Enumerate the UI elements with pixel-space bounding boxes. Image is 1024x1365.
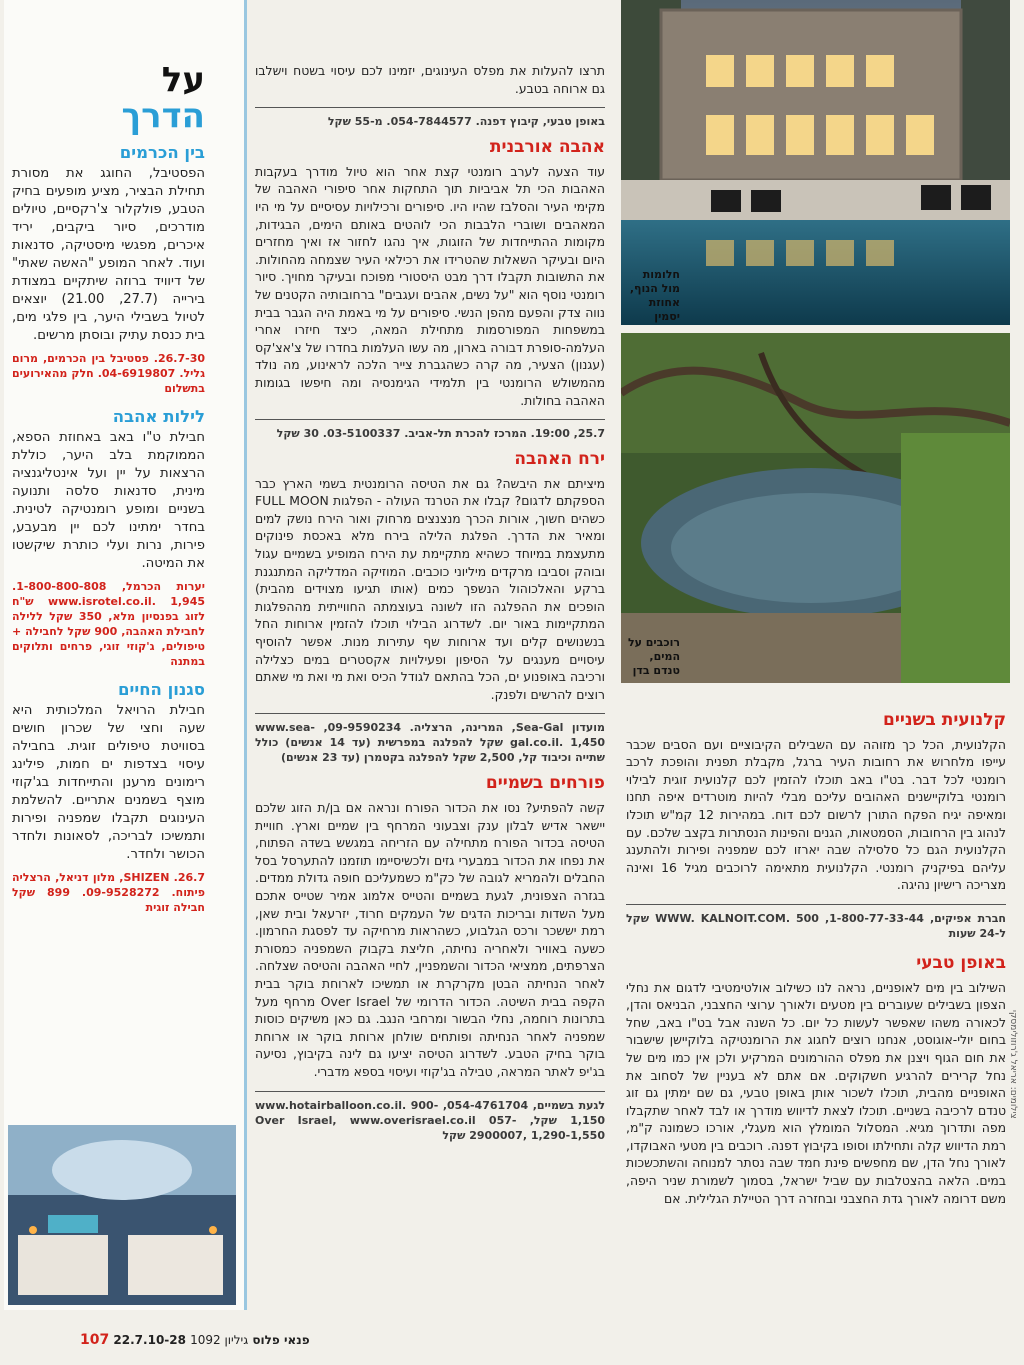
sidebar-section-body: הפסטיבל, החוגג את מסורת תחילת הבציר, מציע מופעים בחיק הטבע, פולקלור צ'רקסיים, טיולים מודרכים, סיור ביקבים, יריד איכרים, מפגשי מיסטיקה, סדנאות ועוד. לאחר המופע "האשה שאתי" של דיוויד ברוזה שיתקיים במצודת בירייה (27.7, 21.00) יוצאים לטיול בשבילי היער, בין פלגי מים, בית כנסת עתיק ובוסתן מרשים. — [12, 166, 205, 343]
article-body: עוד הצעה לערב רומנטי קצת אחר הוא טיול מודרך בעקבות האהבות הכי תל אביביות תוך התחקות אחר סיפורי האהבה של מקימי העיר והסלבז שהיו היו. סיפורים ורכילויות עסיסיים על מי היו המאהבים ושוברי הלבבות הכי לוהטים באותם הימים, הבגידות, מקומות ההתייחדות של הזוגות, איך נהגו לחזור אז ואיך מחזרים היום ובעיקר השאלות שהטרידו את רכילאי העיר שצמחה מהחולות. את התשובות תקבלו דרך מבט היסטורי מפוכח ובעיקר מחויך. סיור רומנטי נוסף הוא "על נשים, אהבים ועגבים" ברחובותיה הקטנים של נווה צדק והפעם מהפן הנשי. סיפורים על מי באמת היה הגבר בבית במשפחות המפורסמות מתחילת המאה, כיצד חיזרו אחרי העלמה-סופרת דבורה בארון, מה עשו העלמות בחדרו של צ'אצ'קס (עגנון) הצעיר, מה קרה כשהגברת צייר הלכה לראינוע, מה נולד מהמשולש הרומנטי בין תלמידי הגימנסיה ומה חיפשו בגומות האהבה בחולות. — [255, 163, 605, 408]
issue-number: גיליון 1092 — [190, 1333, 249, 1347]
article-title: ירח האהבה — [514, 449, 605, 470]
sidebar-section-body: חבילת הרויאל המלכותית היא שעה וחצי של שכרון חושים בסוויטת טיפולים זוגית. בחבילה עיסוי בצדפות ים חמות, פילינג רימונים מרענן והתייחדות בג'קוזי מוצף בשמנים אתריים. להשלמת העינוגים תקבלו שמפניה ופירות ותמשיכו לבריכה, לסאונות ולחדר הכושר ולחדר. — [12, 703, 205, 862]
sidebar-section-info: 26.7. SHIZEN, מלון דניאל, הרצליה פיתוח. 09-9528272. 899 שקל חבילה זוגית — [12, 871, 205, 914]
article-info: לגעת בשמיים, 054-4761704, www.hotairballoon.co.il. 900-1,150 שקל, Over Israel, www.overisrael.co.il 057-2900007, 1,290-1,550 שקל — [255, 1098, 605, 1142]
sidebar-section-body: חבילת ט"ו באב באחוזת הספא, הממוקמת בלב היער, כוללת הרצאות על יין ועל אינטליגנציה מינית, סדנאות סלסה ותנועה בשניים ומופע רומנטיקה לטינית. בחדר ימתינו לכם יין מבעבע, פירות, נרות ועלי כותרת שיקשטו את המיטה. — [12, 430, 205, 571]
article-title: אהבה אורבנית — [489, 137, 605, 158]
page-number: 107 — [80, 1332, 110, 1348]
article-title: פורחים בשמיים — [485, 773, 605, 794]
photo-credit: צילומים: אריאל ג'רוזולימסקי — [1008, 1010, 1018, 1119]
article-body: קשה להפתיע? נסו את הכדור הפורח ונראה אם בן/ת הזוג שלכם יישאר אדיש לבלון ענק וצבעוני המרחף בין שמיים וארץ. חוויית הטיסה בכדור הפורח מתחילה עם הזריחה במגשש בשדה הפתוח, את נפחו את הכדור במבערי גזים ולכשיסיימו תוזמנו להתערסל בסל החבלים ולהמריא לגובה של כק"מ כשמעליכם חופה גדולת ממדים. בגזרה הצפונית, לגעת בשמיים והטייס אלמוג אמיר שטייס אתכם מעל השדות ובריכות הדגים של העמקים חרוד, יזרעאל ובית שאן, רמת יששכר ורכס הגלבוע, כשהראות מרחיקה עד לפסגת החרמון. כשעה באוויר ולאחריה נחיתה, חליצת בקבוק השמפניה כמסורת הצרפתים, ממציאי הכדור והשמפניין, לחיי האהבה והטיסה שצלחה. לאחר הנחיתה הבטן מקרקרת או תמשיכו לארוחת בוקר בבית הקפה בבית השיטה. הכדור הדרומי של Over Israel מרחף מעל בתרונות רוחמה, נחלי הבשור ומרחבי הנגב. גם כאן משיקים כוסות שמפניה לאחר הנחיתה ופותחים שולחן ארוחת בוקר או ארוחת בוקר בחיק הטבע. לשדרוג הטיסה יציעו גם לינה בקיבוץ, נסיעה בג'יפ לאתר המראה, טבילה בג'קוזי ועיסוי בספא מדברי. — [255, 800, 605, 1079]
page-footer — [80, 1332, 340, 1348]
sidebar-title — [12, 62, 205, 134]
sidebar-section-info: 26.7-30. פסטיבל בין הכרמים, מרום גליל. 04-6919807. חלק מהאירועים בתשלום — [12, 352, 205, 395]
article-info: 25.7, 19:00. המרכז להכרת תל-אביב. 03-5100337. 30 שקל — [276, 427, 605, 441]
sidebar-section-title: לילות אהבה — [112, 407, 205, 426]
river-photo — [621, 333, 1010, 683]
article-title: באופן טבעי — [916, 952, 1006, 973]
intro-text: תרצו להעלות את מפלס העינוגים, יזמינו לכם עיסוי בשטח וישלבו גם ארוחה בטבע. — [255, 63, 605, 96]
photo2-caption: רוכבים על המים, טנדם בדן — [627, 636, 680, 677]
sidebar-section-title: בין הכרמים — [119, 143, 205, 162]
article-info: חברת אפיקים, 1-800-77-33-44, WWW. KALNOIT.COM. 500 שקל ל-24 שעות — [626, 911, 1006, 940]
magazine-name: פנאי פלוס — [252, 1333, 310, 1347]
sidebar-title-line2: הדרך — [121, 96, 205, 136]
photo1-caption: חלומות מול הנוף, אחוזת יסמין — [629, 268, 680, 323]
sidebar — [12, 62, 205, 1132]
issue-dates: 22.7.10-28 — [113, 1333, 186, 1347]
right-articles — [626, 712, 1006, 1332]
article-body: הקלנועית, הכל כך מזוהה עם השבילים הקיבוציים ועם הסבים שכבר עייפו מלחרוש את רחובות העיר ברגל, מקבלת תפנית והופכת לרכב רומנטי לכל דבר. בט"ו באב תוכלו להזמין לכם קלנועית זוגית לבילוי רומנטי בלוקיישנים האהובים עליכם מבלי להיות מוטרדים איפה תחנו ומאיפה יגיח הפקח התורן לרשום לכם דוח. במהירות 12 קמ"ש תוכלו לנהוג בין הרחובות, הסמטאות, הגנים והפינות הנסתרות בקצב שלכם. עם הקלנועית הגם כל סלסילה שבה יארזו לכם שמפניה ופירות ולהתענג עליהם בפיקניק רומנטי. הקלנועית מתאימה לרוכבים מגיל 16 ואינה מצריכה רישיון נהיגה. — [626, 736, 1006, 893]
sidebar-section-info: יערות הכרמל, 1-800-800-808. www.isrotel.co.il. 1,945 ש"ח לזוג בפנסיון מלא, 350 שקל ללילה לחבילת האהבה, 900 שקל לחבילה + טיפולים, ג'קוזי זוגי, פרחים ותלוקים במתנה — [12, 580, 205, 668]
intro-info: באופן טבעי, קיבוץ דפנה. 054-7844577. מ-55 שקל — [327, 115, 605, 129]
middle-articles — [255, 62, 605, 1337]
article-info: מועדון Sea-Gal, המרינה, הרצליה. 09-9590234, www.sea-gal.co.il. 1,450 שקל להפלגה במפרשית (עד 14 אנשים) כולל שתייה וכיבוד קל, 2,500 שקל להפלגה בקטמרן (עד 23 אנשים) — [255, 721, 605, 765]
article-body: השילוב בין מים לאופניים, נראה לנו כשילוב אולטימטיבי לדגום את נחלי הצפון בשבילים שעוברים בין מטעים ולאורך ערוצי החצבני, הבניאס והדן, לכאורה משהו שאפשר לעשות כל יום. כל השנה אבל בט"ו באב, שחל בחום יולי-אוגוסט, אנחנו רוצים לחגוג את הרומנטיקה בלוקיישן שישבור את חום הגוף ויצנן את מפלס ההורמונים המרקיע ולכן אין כמו מים של נחל קרירים להרגיע חשקוקים. אם אתם לא בעניין של לסחוב את האופניים מהבית, תוכלו לשכור אותן באופן טבעי, גם שם ימתין גם זוג טנדם לרכיבה בשניים. תוכלו לצאת לדיווש מודרך או לבד לאחר שתקבלו מפה ותדרוך מגיא. המסלול המומלץ הוא מעגלי, אורכו כשמונה ק"מ, רמת הדיווש קלה ותחילתו וסופו בקיבוץ דפנה. רוכבים בין מטעי האבוקדו, לאורך נחל הדן, שם מחפשים פינת חמד שבה נסתר למנוחה והשתכשכות במים. הלאה בהצטלבות עם שביל ישראל, בסמוך לשמורת שניר היפה, משם דרומה לאורך גדת החצבני ובחזרה דרך הטיילת הגלילית. אם — [626, 979, 1006, 1206]
article-title: קלנועית בשניים — [882, 712, 1006, 730]
sidebar-section-title: סגנון החיים — [117, 680, 205, 699]
article-body: מיציתם את היבשה? גם את הטיסה הרומנטית בשמי הארץ כבר הספקתם לדגום? קבלו את הטרנד העולה - הפלגות FULL MOON כשהים חשוך, אורות הכרך מנצנצים מרחוק ואור הירח נושק למים ומאיר את הדרך. הפלגת הלילה בירח מלא באכסת פינוקים מתעצמת במיוחד כשהיא מתקיימת עת הירח המופיע בשמיים עגול ובוהק וסביבו מרקדים מיליוני כוכבים. המוזיקה המדליקה המתנגנת ברקע והאלכוהול הנשפך כמים (אותו תגיעו מצוידים מהבית) הופכים את ההפלגה הזו לשונה בעוצמתה החווייתית מההפלגות המתקיימות באור יום. לשדרוג הבילוי תוכלו להזמין ארוחות החל בנשנושים קלים ועד ארוחות שף עתירות מנות. אפשר להוסיף עיסויים מענגים על הסיפון ופעילויות אקסטרים במים כצלילה ורכיבה באופנוע ים, הכל בהתאם לגודל הכיס ואת מי ואת מי שאתם רוצים להרשים ולפנק. — [255, 475, 605, 702]
sidebar-title-line1: על — [161, 62, 205, 100]
spa-photo — [8, 1125, 236, 1305]
